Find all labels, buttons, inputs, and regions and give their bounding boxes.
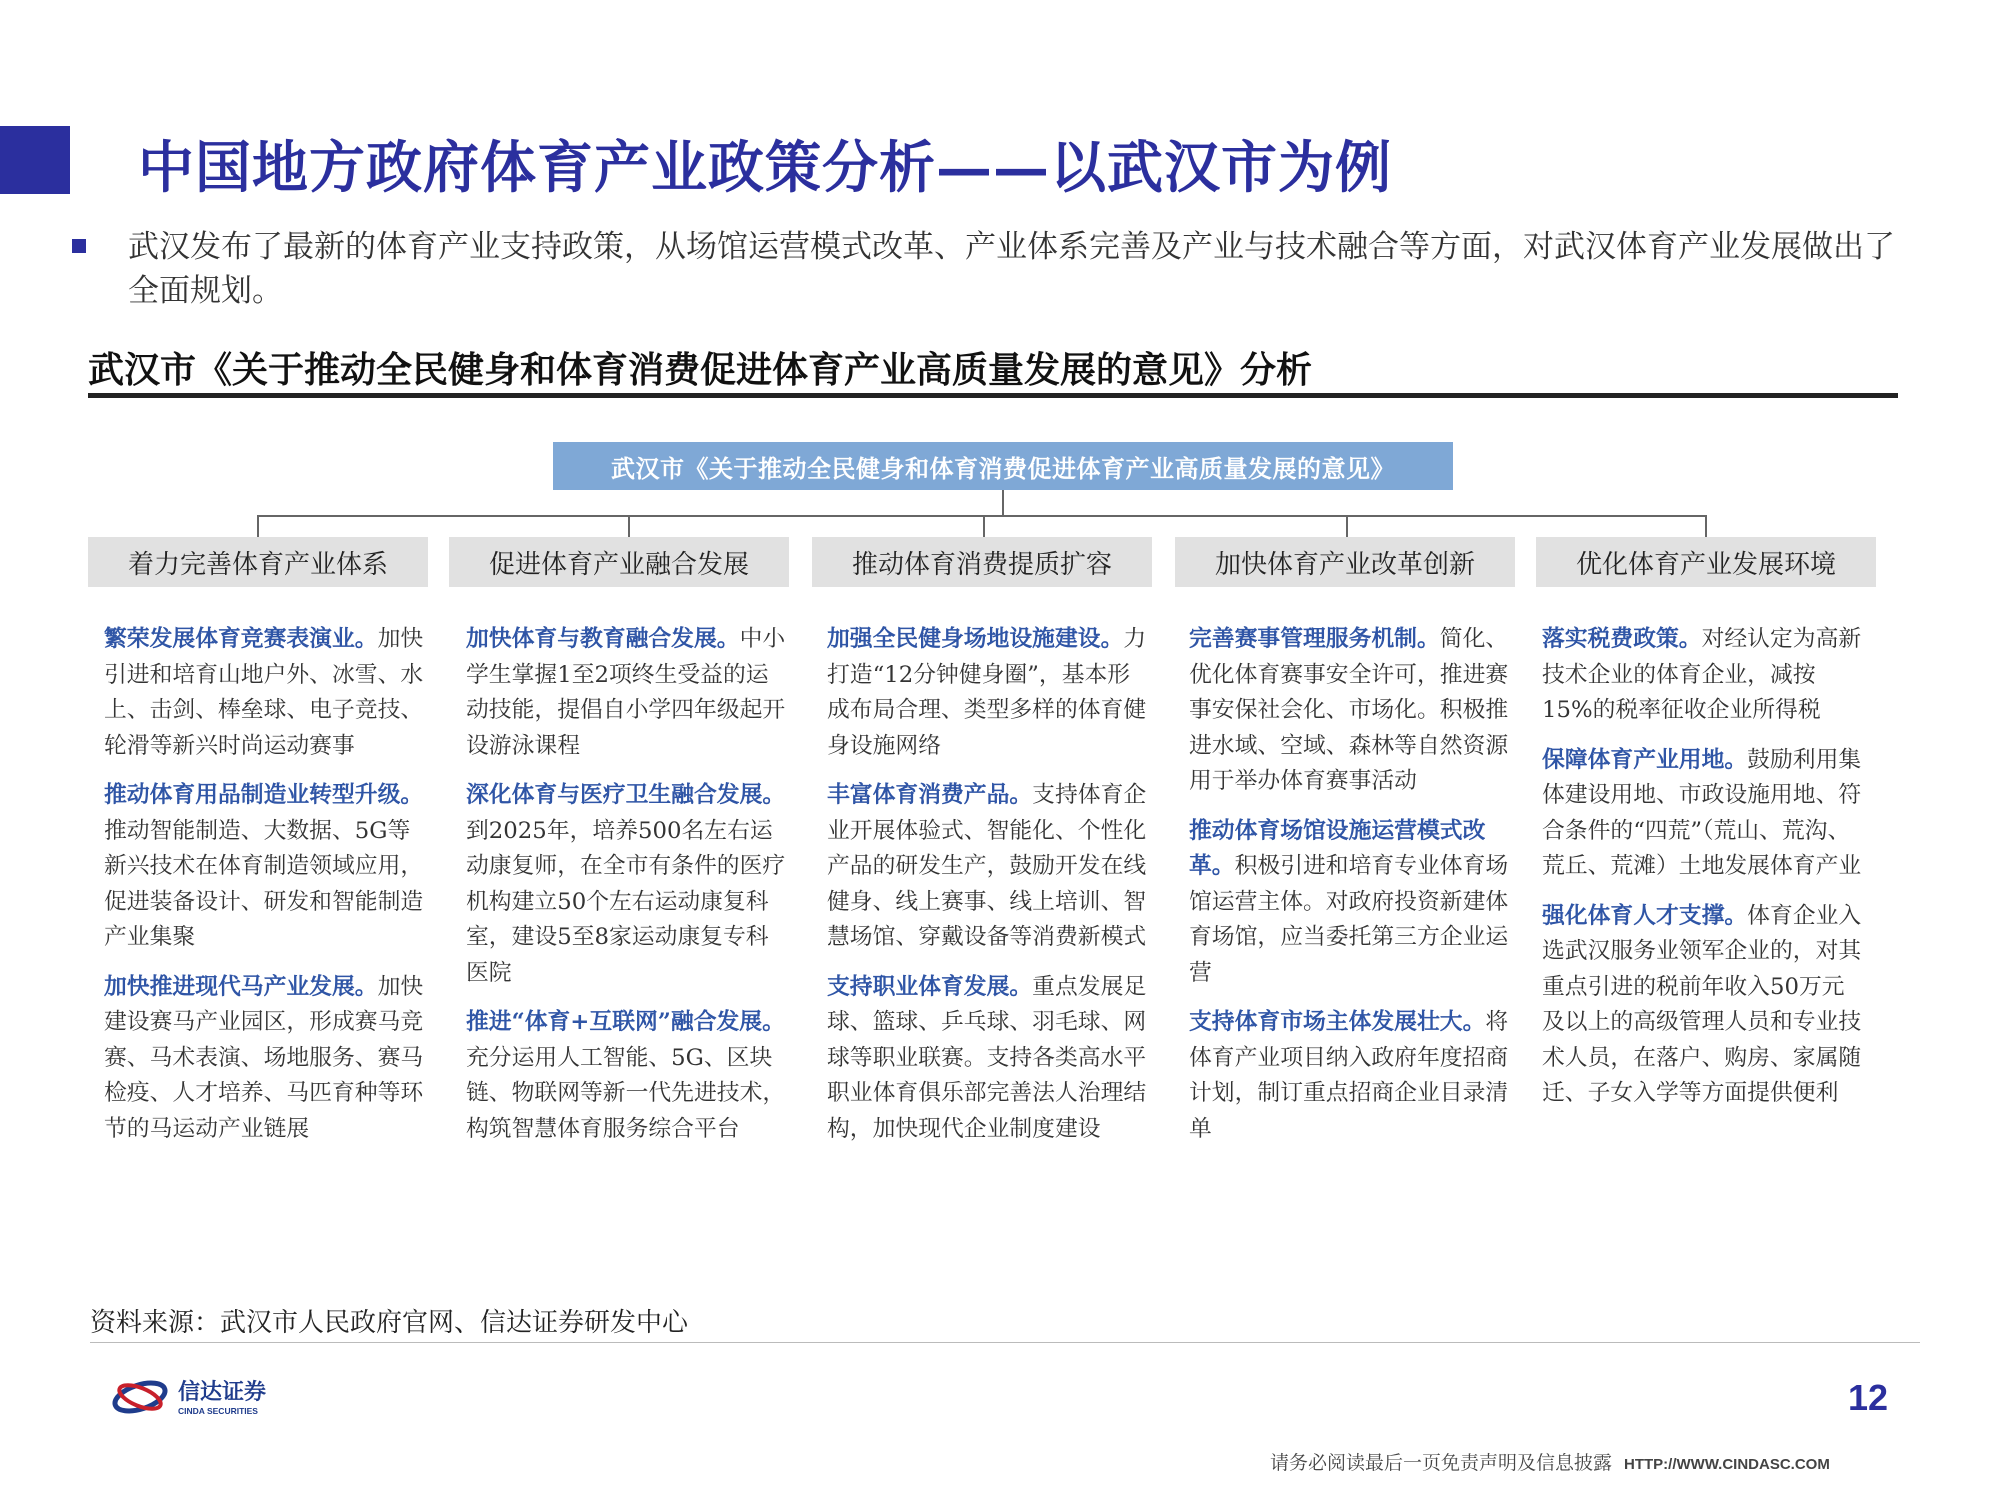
branch-connector-horizontal xyxy=(257,515,1705,517)
branch-connector-4 xyxy=(1346,515,1348,537)
policy-item-body: 重点发展足球、篮球、乒乓球、羽毛球、网球等职业联赛。支持各类高水平职业体育俱乐部完善法人治理结构，加快现代企业制度建设 xyxy=(827,973,1147,1142)
policy-item-heading: 支持体育市场主体发展壮大。 xyxy=(1189,1009,1486,1035)
category-box-integration: 促进体育产业融合发展 xyxy=(449,537,789,587)
policy-item-heading: 强化体育人才支撑。 xyxy=(1542,902,1748,929)
cinda-securities-logo xyxy=(110,1372,330,1422)
policy-item xyxy=(1542,743,1864,885)
policy-item xyxy=(104,778,426,956)
branch-connector-1 xyxy=(257,515,259,537)
bullet-square-icon xyxy=(72,239,86,253)
root-connector-vertical xyxy=(1002,490,1004,516)
policy-item-body: 鼓励利用集体建设用地、市政设施用地、符合条件的“四荒”（荒山、荒沟、荒丘、荒滩）土地发展体育产业 xyxy=(1542,746,1862,879)
category-box-industry-system: 着力完善体育产业体系 xyxy=(88,537,428,587)
policy-item-body: 加快引进和培育山地户外、冰雪、水上、击剑、棒垒球、电子竞技、轮滑等新兴时尚运动赛事 xyxy=(104,626,424,759)
policy-item xyxy=(1542,622,1864,729)
policy-item-heading: 推进“体育+互联网”融合发展。 xyxy=(466,1009,785,1035)
policy-item-heading: 加快推进现代马产业发展。 xyxy=(104,973,378,1000)
intro-paragraph: 武汉发布了最新的体育产业支持政策，从场馆运营模式改革、产业体系完善及产业与技术融合等方面，对武汉体育产业发展做出了全面规划。 xyxy=(128,229,1895,309)
policy-item-body: 中小学生掌握1至2项终生受益的运动技能，提倡自小学四年级起开设游泳课程 xyxy=(466,626,786,759)
logo-en-text: CINDA SECURITIES xyxy=(178,1406,258,1416)
policy-item xyxy=(466,622,788,764)
policy-item-body: 力打造“12分钟健身圈”，基本形成布局合理、类型多样的体育健身设施网络 xyxy=(827,626,1147,759)
policy-item xyxy=(827,778,1149,956)
policy-item-heading: 支持职业体育发展。 xyxy=(827,973,1033,1000)
policy-item xyxy=(1542,899,1864,1112)
policy-item xyxy=(1189,1005,1511,1147)
policy-item-body: 对经认定为高新技术企业的体育企业，减按15%的税率征收企业所得税 xyxy=(1542,626,1862,723)
policy-item xyxy=(104,622,426,764)
category-column-integration xyxy=(466,622,788,1161)
policy-item xyxy=(1189,622,1511,800)
category-box-environment: 优化体育产业发展环境 xyxy=(1536,537,1876,587)
logo-cn-text: 信达证券 xyxy=(178,1380,267,1405)
policy-item-body: 到2025年，培养500名左右运动康复师，在全市有条件的医疗机构建立50个左右运动康复科室，建设5至8家运动康复专科医院 xyxy=(466,817,786,986)
page-title: 中国地方政府体育产业政策分析——以武汉市为例 xyxy=(138,135,1392,201)
policy-item-body: 支持体育企业开展体验式、智能化、个性化产品的研发生产，鼓励开发在线健身、线上赛事、线上培训、智慧场馆、穿戴设备等消费新模式 xyxy=(827,782,1147,950)
policy-item xyxy=(104,970,426,1148)
policy-item-body: 简化、优化体育赛事安全许可，推进赛事安保社会化、市场化。积极推进水域、空域、森林等自然资源用于举办体育赛事活动 xyxy=(1189,626,1509,794)
section-divider xyxy=(88,393,1898,398)
policy-item-heading: 加强全民健身场地设施建设。 xyxy=(827,626,1124,652)
branch-connector-3 xyxy=(983,515,985,537)
source-note: 资料来源：武汉市人民政府官网、信达证券研发中心 xyxy=(90,1308,689,1338)
policy-item-heading: 丰富体育消费产品。 xyxy=(827,782,1033,808)
branch-connector-5 xyxy=(1705,515,1707,537)
disclaimer-text: 请务必阅读最后一页免责声明及信息披露 xyxy=(1270,1452,1613,1474)
category-column-consumption xyxy=(827,622,1149,1161)
policy-item-body: 加快建设赛马产业园区，形成赛马竞赛、马术表演、场地服务、赛马检疫、人才培养、马匹育种等环节的马运动产业链展 xyxy=(104,973,424,1142)
policy-item xyxy=(827,622,1149,764)
diagram-root-box: 武汉市《关于推动全民健身和体育消费促进体育产业高质量发展的意见》 xyxy=(553,442,1453,490)
policy-item xyxy=(466,1005,788,1147)
policy-item xyxy=(466,778,788,991)
policy-item-heading: 保障体育产业用地。 xyxy=(1542,746,1748,773)
policy-item-body: 体育企业入选武汉服务业领军企业的，对其重点引进的税前年收入50万元及以上的高级管理人员和专业技术人员，在落户、购房、家属随迁、子女入学等方面提供便利 xyxy=(1542,902,1862,1106)
policy-item-body: 积极引进和培育专业体育场馆运营主体。对政府投资新建体育场馆，应当委托第三方企业运营 xyxy=(1189,853,1509,986)
policy-item-body: 充分运用人工智能、5G、区块链、物联网等新一代先进技术，构筑智慧体育服务综合平台 xyxy=(466,1044,786,1142)
section-title: 武汉市《关于推动全民健身和体育消费促进体育产业高质量发展的意见》分析 xyxy=(88,349,1313,391)
policy-item-body: 推动智能制造、大数据、5G等新兴技术在体育制造领域应用，促进装备设计、研发和智能制造产业集聚 xyxy=(104,817,424,950)
policy-item-heading: 推动体育用品制造业转型升级。 xyxy=(104,782,424,808)
title-accent-block xyxy=(0,126,70,194)
category-box-reform: 加快体育产业改革创新 xyxy=(1175,537,1515,587)
branch-connector-2 xyxy=(628,515,630,537)
policy-item-heading: 繁荣发展体育竞赛表演业。 xyxy=(104,626,378,652)
policy-item-heading: 落实税费政策。 xyxy=(1542,626,1702,652)
policy-item-heading: 完善赛事管理服务机制。 xyxy=(1189,626,1440,652)
policy-item xyxy=(827,970,1149,1148)
footer-divider xyxy=(90,1342,1920,1343)
policy-item-body: 将体育产业项目纳入政府年度招商计划，制订重点招商企业目录清单 xyxy=(1189,1009,1509,1142)
category-column-environment xyxy=(1542,622,1864,1126)
policy-item xyxy=(1189,814,1511,992)
cinda-logo-icon xyxy=(110,1372,330,1422)
website-link[interactable]: HTTP://WWW.CINDASC.COM xyxy=(1624,1456,1830,1473)
page-number: 12 xyxy=(1848,1377,1889,1418)
category-column-reform xyxy=(1189,622,1511,1161)
policy-item-heading: 加快体育与教育融合发展。 xyxy=(466,626,740,652)
disclaimer-line xyxy=(1270,1448,1830,1475)
policy-item-heading: 深化体育与医疗卫生融合发展。 xyxy=(466,782,786,808)
policy-item-heading: 推动体育场馆设施运营模式改革。 xyxy=(1189,817,1486,879)
category-column-industry-system xyxy=(104,622,426,1161)
category-box-consumption: 推动体育消费提质扩容 xyxy=(812,537,1152,587)
